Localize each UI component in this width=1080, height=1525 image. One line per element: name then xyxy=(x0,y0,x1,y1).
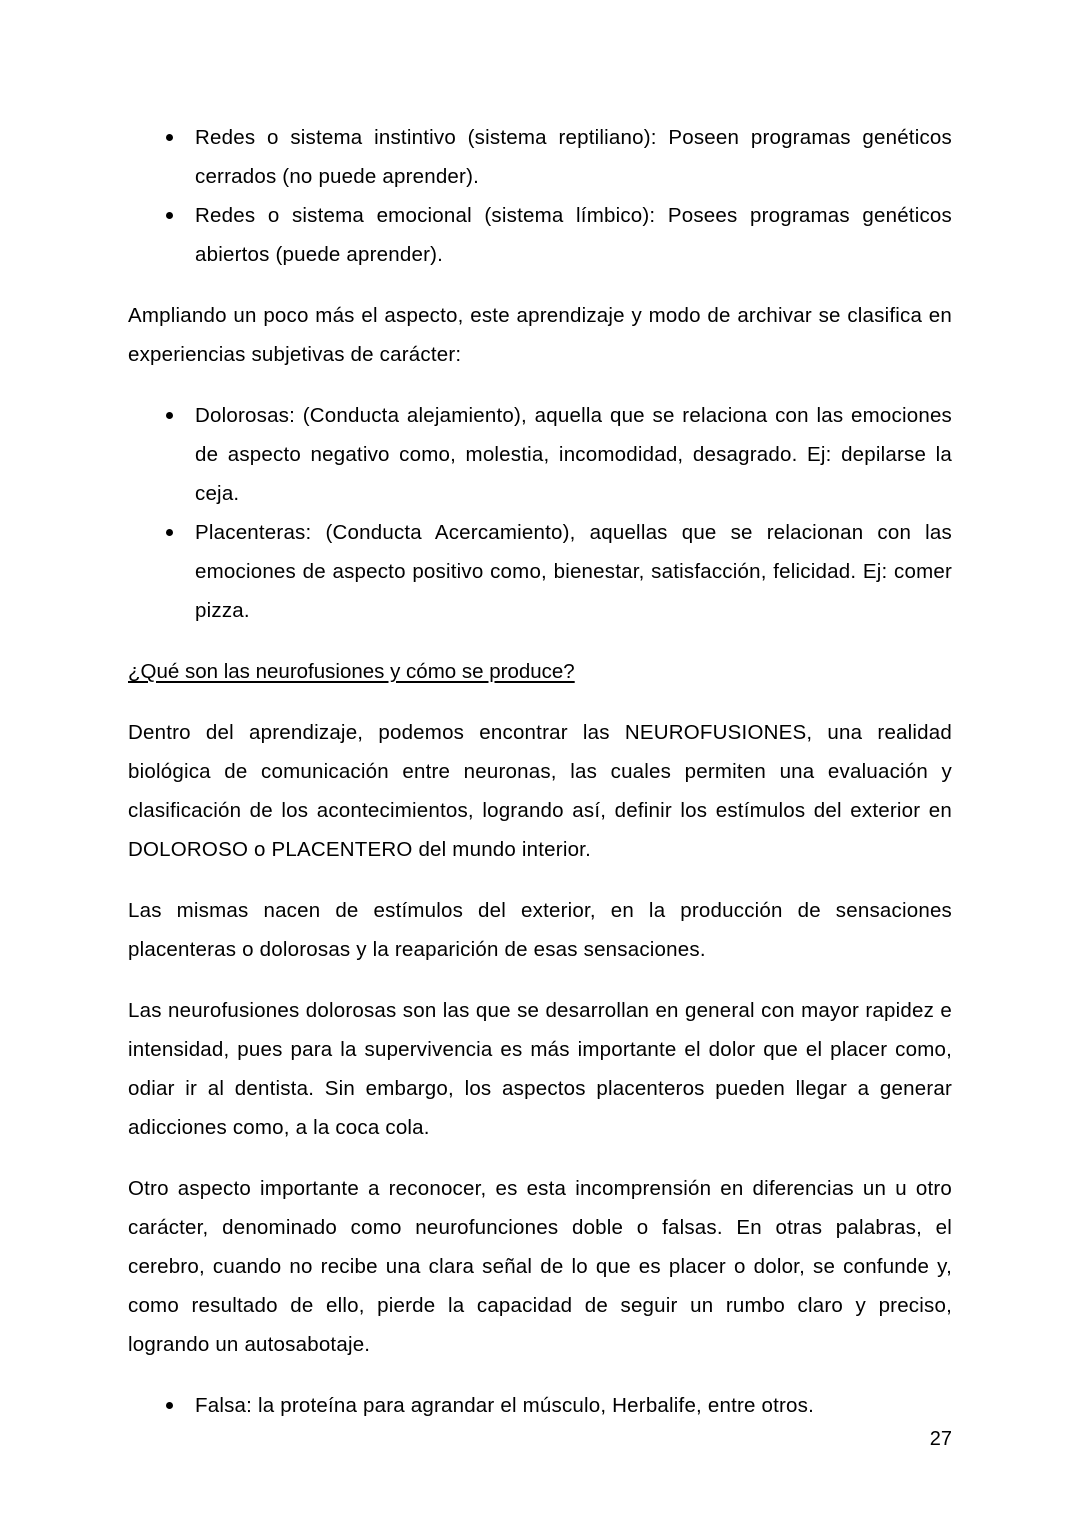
page-content xyxy=(128,118,952,1425)
list-item-text: Falsa: la proteína para agrandar el músculo, Herbalife, entre otros. xyxy=(195,1394,815,1417)
bullet-dot-icon xyxy=(166,412,173,419)
bullet-list-experiencias xyxy=(128,396,952,630)
list-item xyxy=(128,513,952,630)
paragraph-otro-aspecto: Otro aspecto importante a reconocer, es esta incomprensión en diferencias un u otro carácter, denominado como neurofunciones doble o falsas. En otras palabras, el cerebro, cuando no recibe una clara señal de lo que es placer o dolor, se confunde y, como resultado de ello, pierde la capacidad de seguir un rumbo claro y preciso, logrando un autosabotaje. xyxy=(128,1177,952,1356)
list-item xyxy=(128,118,952,196)
list-item-text: Redes o sistema emocional (sistema límbico): Posees programas genéticos abiertos (puede aprender). xyxy=(195,204,952,266)
paragraph-ampliando: Ampliando un poco más el aspecto, este aprendizaje y modo de archivar se clasifica en experiencias subjetivas de carácter: xyxy=(128,304,952,366)
paragraph-neurofusiones-dolorosas: Las neurofusiones dolorosas son las que se desarrollan en general con mayor rapidez e intensidad, pues para la supervivencia es más importante el dolor que el placer como, odiar ir al dentista. Sin embargo, los aspectos placenteros pueden llegar a generar adicciones como, a la coca cola. xyxy=(128,999,952,1139)
bullet-dot-icon xyxy=(166,529,173,536)
bullet-dot-icon xyxy=(166,212,173,219)
list-item-text: Redes o sistema instintivo (sistema reptiliano): Poseen programas genéticos cerrados (no puede aprender). xyxy=(195,126,952,188)
list-item-text: Placenteras: (Conducta Acercamiento), aquellas que se relacionan con las emociones de aspecto positivo como, bienestar, satisfacción, felicidad. Ej: comer pizza. xyxy=(195,521,952,622)
section-heading-neurofusiones: ¿Qué son las neurofusiones y cómo se produce? xyxy=(128,660,575,683)
list-item xyxy=(128,1386,952,1425)
paragraph-dentro-del-aprendizaje: Dentro del aprendizaje, podemos encontrar las NEUROFUSIONES, una realidad biológica de comunicación entre neuronas, las cuales permiten una evaluación y clasificación de los acontecimientos, logrando así, definir los estímulos del exterior en DOLOROSO o PLACENTERO del mundo interior. xyxy=(128,721,952,861)
page-number: 27 xyxy=(929,1428,952,1450)
bullet-list-redes xyxy=(128,118,952,274)
bullet-list-falsa xyxy=(128,1386,952,1425)
list-item-text: Dolorosas: (Conducta alejamiento), aquella que se relaciona con las emociones de aspecto negativo como, molestia, incomodidad, desagrado. Ej: depilarse la ceja. xyxy=(195,404,952,505)
list-item xyxy=(128,196,952,274)
paragraph-las-mismas-nacen: Las mismas nacen de estímulos del exterior, en la producción de sensaciones placenteras o dolorosas y la reaparición de esas sensaciones. xyxy=(128,899,952,961)
bullet-dot-icon xyxy=(166,134,173,141)
list-item xyxy=(128,396,952,513)
bullet-dot-icon xyxy=(166,1402,173,1409)
